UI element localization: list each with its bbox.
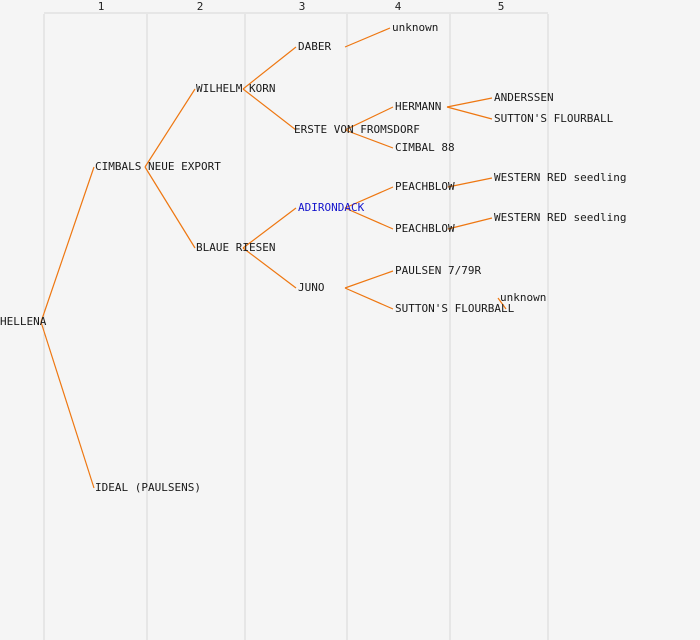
node-label-anderssen: ANDERSSEN [494,91,554,104]
node-label-suttons_flourball_4: SUTTON'S FLOURBALL [395,302,515,315]
generation-header-3: 3 [298,0,306,13]
node-label-unknown_1: unknown [392,21,439,34]
node-label-unknown_2: unknown [500,291,547,304]
node-label-western_red_seedling_1: WESTERN RED seedling [494,171,627,184]
node-label-wilhelm_korn: WILHELM KORN [196,82,276,95]
lineage-edge [41,167,94,322]
node-label-ideal: IDEAL (PAULSENS) [95,481,201,494]
node-label-peachblow_2: PEACHBLOW [395,222,455,235]
generation-header-1: 1 [97,0,105,13]
generation-header-5: 5 [497,0,505,13]
lineage-edge [243,89,296,130]
node-label-erste_von_fromsdorf: ERSTE VON FROMSDORF [294,123,420,136]
node-label-hellena: HELLENA [0,315,47,328]
lineage-edge [345,271,393,288]
node-label-juno: JUNO [298,281,325,294]
node-label-daber: DABER [298,40,332,53]
lineage-edge [345,28,390,47]
lineage-edge [145,89,195,167]
lineage-edge [345,288,393,309]
node-label-suttons_flourball_5: SUTTON'S FLOURBALL [494,112,614,125]
lineage-edge [41,322,94,488]
lineage-edge [145,167,195,248]
generation-header-4: 4 [394,0,402,13]
node-label-western_red_seedling_2: WESTERN RED seedling [494,211,627,224]
generation-header-2: 2 [196,0,204,13]
node-label-adirondack[interactable]: ADIRONDACK [298,201,365,214]
lineage-edge [447,98,492,107]
node-label-hermann: HERMANN [395,100,442,113]
node-label-cimbal_88: CIMBAL 88 [395,141,455,154]
node-label-peachblow_1: PEACHBLOW [395,180,455,193]
node-label-blaue_riesen: BLAUE RIESEN [196,241,276,254]
node-label-paulsen_7_79r: PAULSEN 7/79R [395,264,482,277]
lineage-edge [447,107,492,119]
lineage-edge [243,248,296,288]
node-label-cimbals: CIMBALS NEUE EXPORT [95,160,221,173]
